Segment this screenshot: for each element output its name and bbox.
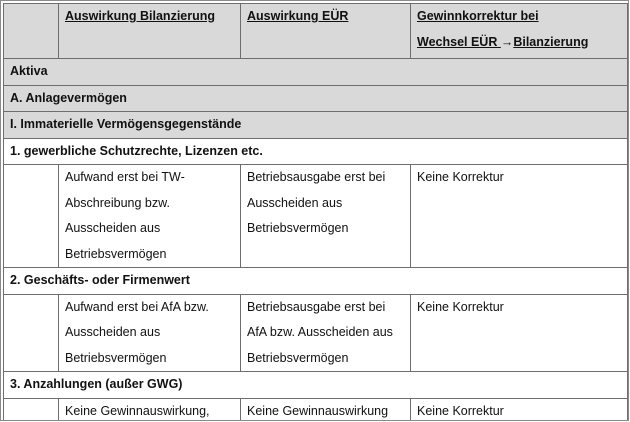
cell-bilanzierung: Aufwand erst bei AfA bzw. Ausscheiden aus Betriebsvermögen [59,294,241,372]
cell-euer: Betriebsausgabe erst bei AfA bzw. Ausscheiden aus Betriebsvermögen [241,294,411,372]
subsection-label: 1. gewerbliche Schutzrechte, Lizenzen etc. [4,138,628,165]
header-gewinnkorrektur [411,4,628,59]
row-empty-cell [4,398,59,421]
subsection-row-firmenwert [4,268,628,295]
section-row-anlagevermoegen [4,85,628,112]
row-empty-cell [4,294,59,372]
table-row [4,165,628,268]
header-row [4,4,628,59]
header-bilanzierung: Auswirkung Bilanzierung [59,4,241,59]
cell-euer: Betriebsausgabe erst bei Ausscheiden aus Betriebsvermögen [241,165,411,268]
section-row-aktiva [4,59,628,86]
arrow-right-icon: → [500,34,514,49]
table-row [4,294,628,372]
cell-korrektur: Keine Korrektur [411,165,628,268]
section-label: I. Immaterielle Vermögensgegenstände [4,112,628,139]
header-gewinnkorrektur-line2: Wechsel EÜR →Bilanzierung [417,35,588,49]
comparison-table [3,3,628,421]
subsection-row-anzahlungen [4,372,628,399]
cell-bilanzierung: Aufwand erst bei TW- Abschreibung bzw. Ausscheiden aus Betriebsvermögen [59,165,241,268]
header-gewinnkorrektur-line1: Gewinnkorrektur bei [417,9,539,23]
cell-bilanzierung: Keine Gewinnauswirkung, [59,398,241,421]
header-euer: Auswirkung EÜR [241,4,411,59]
subsection-label: 2. Geschäfts- oder Firmenwert [4,268,628,295]
subsection-label: 3. Anzahlungen (außer GWG) [4,372,628,399]
subsection-row-schutzrechte [4,138,628,165]
cell-euer: Keine Gewinnauswirkung [241,398,411,421]
cell-korrektur: Keine Korrektur [411,294,628,372]
row-empty-cell [4,165,59,268]
header-empty-cell [4,4,59,59]
table-row [4,398,628,421]
cell-korrektur: Keine Korrektur [411,398,628,421]
section-label: A. Anlagevermögen [4,85,628,112]
section-row-immaterielle [4,112,628,139]
section-label: Aktiva [4,59,628,86]
